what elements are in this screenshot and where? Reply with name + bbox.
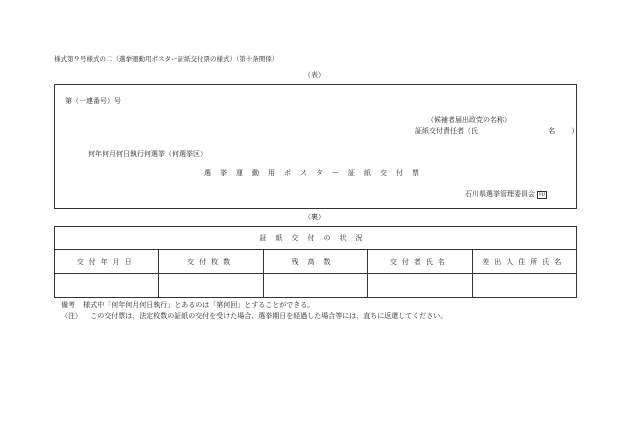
seal-mark: 印 bbox=[539, 191, 546, 198]
party-name: （候補者届出政党の名称） bbox=[427, 116, 511, 124]
note-remarks bbox=[61, 302, 314, 309]
col-header-issuer: 交付者氏名 bbox=[368, 250, 472, 274]
note-text: 様式中「何年何月何日執行」とあるのは「第何回」とすることができる。 bbox=[83, 301, 315, 309]
cell-issuer bbox=[368, 274, 472, 298]
issuer-line bbox=[465, 191, 547, 199]
serial-number: 第（一連番号）号 bbox=[65, 97, 121, 105]
officer-close: ） bbox=[571, 127, 579, 135]
issuer-name: 石川県選挙管理委員会 bbox=[465, 190, 535, 198]
header-note: 様式第９号様式の二（選挙運動用ポスター証紙交付票の様式）（第十条関係） bbox=[54, 55, 279, 63]
front-form bbox=[54, 84, 577, 209]
note-text: この交付票は、法定枚数の証紙の交付を受けた場合、選挙期日を経過した場合等には、直ちに返還してください。 bbox=[90, 312, 448, 320]
officer-name-char: 名 bbox=[548, 127, 556, 135]
col-header-count: 交付枚数 bbox=[159, 250, 263, 274]
cell-balance bbox=[263, 274, 367, 298]
note-caution bbox=[61, 313, 447, 320]
officer-label: 証紙交付責任者（氏 bbox=[415, 127, 478, 135]
cell-sender bbox=[472, 274, 576, 298]
note-label: （注） bbox=[61, 312, 82, 320]
status-table bbox=[54, 226, 577, 298]
cell-count bbox=[159, 274, 263, 298]
col-header-date: 交付年月日 bbox=[55, 250, 159, 274]
col-header-sender: 差出人住所氏名 bbox=[472, 250, 576, 274]
status-table-title: 証紙交付の状況 bbox=[55, 227, 577, 250]
col-header-balance: 残高数 bbox=[263, 250, 367, 274]
officer-line bbox=[415, 128, 578, 135]
front-label: （表） bbox=[304, 71, 325, 79]
table-row bbox=[55, 274, 577, 298]
form-title: 選挙運動用ポスター証紙交付票 bbox=[204, 169, 428, 177]
back-label: （裏） bbox=[304, 213, 325, 221]
cell-date bbox=[55, 274, 159, 298]
election-line: 何年何月何日執行何選挙（何選挙区） bbox=[88, 150, 207, 158]
note-label: 備考 bbox=[61, 301, 75, 309]
